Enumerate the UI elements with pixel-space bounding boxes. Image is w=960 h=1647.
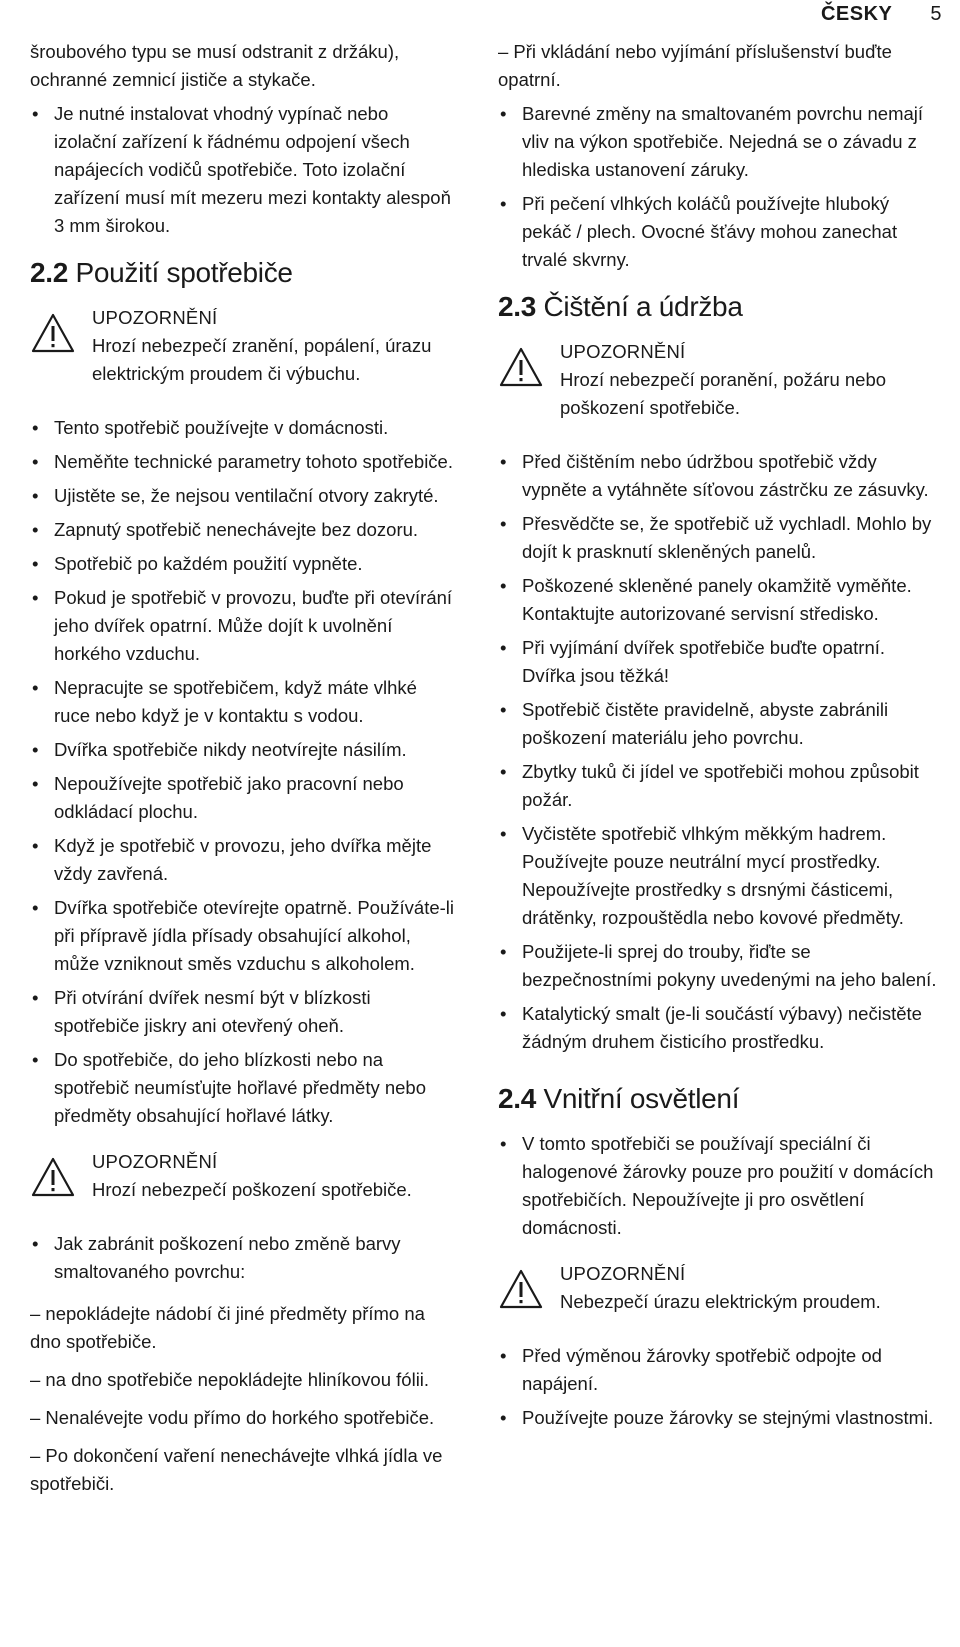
bullet-icon: • (500, 941, 507, 962)
cleaning-list (498, 448, 938, 1056)
page-header (821, 0, 942, 28)
list-item: • Zbytky tuků či jídel ve spotřebiči mohou způsobit požár. (498, 758, 938, 814)
bullet-icon: • (500, 761, 507, 782)
section-number: 2.3 (498, 291, 537, 322)
dash-item: – Po dokončení vaření nenechávejte vlhká jídla ve spotřebiči. (30, 1445, 443, 1494)
list-item: • Při vyjímání dvířek spotřebiče buďte opatrní. Dvířka jsou těžká! (498, 634, 938, 690)
bullet-icon: • (32, 485, 39, 506)
list-item: • Přesvědčte se, že spotřebič už vychladl. Mohlo by dojít k prasknutí skleněných panelů. (498, 510, 938, 566)
dash-item: – Nenalévejte vodu přímo do horkého spotřebiče. (30, 1407, 435, 1428)
warning-title: UPOZORNĚNÍ (92, 307, 218, 328)
bullet-icon: • (32, 677, 39, 698)
right-column (498, 38, 938, 1438)
list-item: • Poškozené skleněné panely okamžitě vyměňte. Kontaktujte autorizované servisní středisko. (498, 572, 938, 628)
warning-box (498, 338, 938, 422)
section-number: 2.4 (498, 1083, 537, 1114)
bullet-icon: • (32, 835, 39, 856)
bullet-icon: • (32, 103, 39, 124)
bullet-icon: • (32, 897, 39, 918)
bullet-icon: • (500, 823, 507, 844)
bullet-icon: • (32, 1233, 39, 1254)
list-item: • Před čištěním nebo údržbou spotřebič vždy vypněte a vytáhněte síťovou zástrčku ze zásuvky. (498, 448, 938, 504)
list-item: • Tento spotřebič používejte v domácnosti. (30, 414, 456, 442)
section-heading (498, 290, 938, 324)
bullet-icon: • (500, 103, 507, 124)
page-number: 5 (930, 2, 942, 25)
list-item: • Při otvírání dvířek nesmí být v blízkosti spotřebiče jiskry ani otevřený oheň. (30, 984, 456, 1040)
list-item: • Ujistěte se, že nejsou ventilační otvory zakryté. (30, 482, 456, 510)
dash-item: – na dno spotřebiče nepokládejte hliníkovou fólii. (30, 1369, 430, 1390)
warning-title: UPOZORNĚNÍ (92, 1151, 218, 1172)
list-item: • Jak zabránit poškození nebo změně barvy smaltovaného povrchu: (30, 1230, 456, 1286)
bullet-icon: • (500, 699, 507, 720)
warning-title: UPOZORNĚNÍ (560, 1263, 686, 1284)
bullet-icon: • (500, 513, 507, 534)
section-title: Čištění a údržba (536, 291, 743, 322)
warning-text: Hrozí nebezpečí poškození spotřebiče. (92, 1179, 412, 1200)
bullet-icon: • (32, 987, 39, 1008)
bullet-icon: • (500, 575, 507, 596)
list-item: • Nepracujte se spotřebičem, když máte vlhké ruce nebo když je v kontaktu s vodou. (30, 674, 456, 730)
warning-box (30, 304, 456, 388)
bullet-icon: • (32, 773, 39, 794)
list-item: • Neměňte technické parametry tohoto spotřebiče. (30, 448, 456, 476)
bullet-icon: • (500, 1133, 507, 1154)
list-item: • Vyčistěte spotřebič vlhkým měkkým hadrem. Používejte pouze neutrální mycí prostředky. Nepoužívejte prostředky s drsnými částicemi, drátěnky, rozpouštědla nebo kovové předměty. (498, 820, 938, 932)
list-item: • Při pečení vlhkých koláčů používejte hluboký pekáč / plech. Ovocné šťávy mohou zanechat trvalé skvrny. (498, 190, 938, 274)
section-title: Vnitřní osvětlení (536, 1083, 740, 1114)
section-title: Použití spotřebiče (68, 257, 293, 288)
bullet-icon: • (500, 451, 507, 472)
list-item: • Je nutné instalovat vhodný vypínač nebo izolační zařízení k řádnému odpojení všech napájecích vodičů spotřebiče. Toto izolační zařízení musí mít mezeru mezi kontakty alespoň 3 mm širokou. (30, 100, 456, 240)
warning-triangle-icon (30, 1156, 76, 1198)
warning-triangle-icon (30, 312, 76, 354)
warning-title: UPOZORNĚNÍ (560, 341, 686, 362)
usage-list (30, 414, 456, 1130)
bullet-icon: • (32, 519, 39, 540)
list-item: • Nepoužívejte spotřebič jako pracovní nebo odkládací plochu. (30, 770, 456, 826)
list-item: • Zapnutý spotřebič nenechávejte bez dozoru. (30, 516, 456, 544)
section-number: 2.2 (30, 257, 69, 288)
intro-text: šroubového typu se musí odstranit z držáku), ochranné zemnicí jističe a stykače. (30, 41, 400, 90)
warning-triangle-icon (498, 1268, 544, 1310)
list-item: • Do spotřebiče, do jeho blízkosti nebo na spotřebič neumísťujte hořlavé předměty nebo předměty obsahující hořlavé látky. (30, 1046, 456, 1130)
list-item: • Používejte pouze žárovky se stejnými vlastnostmi. (498, 1404, 938, 1432)
enamel-list (30, 1230, 456, 1286)
dash-item: – nepokládejte nádobí či jiné předměty přímo na dno spotřebiče. (30, 1303, 425, 1352)
bullet-icon: • (32, 553, 39, 574)
bullet-icon: • (500, 1003, 507, 1024)
list-item: • Barevné změny na smaltovaném povrchu nemají vliv na výkon spotřebiče. Nejedná se o závadu z hlediska ustanovení záruky. (498, 100, 938, 184)
bullet-icon: • (32, 451, 39, 472)
warning-box (498, 1260, 938, 1316)
bullet-icon: • (500, 637, 507, 658)
list-item: • Dvířka spotřebiče otevírejte opatrně. Používáte-li při přípravě jídla přísady obsahující alkohol, může vzniknout směs vzduchu s alkoholem. (30, 894, 456, 978)
list-item: • Před výměnou žárovky spotřebič odpojte od napájení. (498, 1342, 938, 1398)
enamel-dash-list (30, 1300, 456, 1498)
language-label: ČESKY (820, 2, 893, 25)
lighting-list (498, 1130, 938, 1242)
list-item: • Když je spotřebič v provozu, jeho dvířka mějte vždy zavřená. (30, 832, 456, 888)
enamel-notes-list (498, 100, 938, 274)
left-column (30, 38, 456, 1508)
bullet-icon: • (32, 587, 39, 608)
warning-text: Hrozí nebezpečí zranění, popálení, úrazu elektrickým proudem či výbuchu. (92, 335, 432, 384)
bulb-list (498, 1342, 938, 1432)
warning-text: Hrozí nebezpečí poranění, požáru nebo poškození spotřebiče. (560, 369, 887, 418)
bullet-icon: • (500, 1407, 507, 1428)
list-item: • Pokud je spotřebič v provozu, buďte při otevírání jeho dvířek opatrní. Může dojít k uvolnění horkého vzduchu. (30, 584, 456, 668)
list-item: • Dvířka spotřebiče nikdy neotvírejte násilím. (30, 736, 456, 764)
warning-triangle-icon (498, 346, 544, 388)
section-heading (498, 1082, 938, 1116)
list-item: • Katalytický smalt (je-li součástí výbavy) nečistěte žádným druhem čisticího prostředku. (498, 1000, 938, 1056)
bullet-icon: • (32, 1049, 39, 1070)
intro-list (30, 100, 456, 240)
section-heading (30, 256, 456, 290)
bullet-icon: • (500, 1345, 507, 1366)
list-item: • Použijete-li sprej do trouby, řiďte se bezpečnostními pokyny uvedenými na jeho balení. (498, 938, 938, 994)
warning-text: Nebezpečí úrazu elektrickým proudem. (560, 1291, 881, 1312)
bullet-icon: • (32, 739, 39, 760)
bullet-icon: • (32, 417, 39, 438)
list-item: • Spotřebič po každém použití vypněte. (30, 550, 456, 578)
bullet-icon: • (500, 193, 507, 214)
dash-item: – Při vkládání nebo vyjímání příslušenství buďte opatrní. (498, 41, 892, 90)
list-item: • V tomto spotřebiči se používají speciální či halogenové žárovky pouze pro použití v domácích spotřebičích. Nepoužívejte ji pro osvětlení domácnosti. (498, 1130, 938, 1242)
warning-box (30, 1148, 456, 1204)
list-item: • Spotřebič čistěte pravidelně, abyste zabránili poškození materiálu jeho povrchu. (498, 696, 938, 752)
